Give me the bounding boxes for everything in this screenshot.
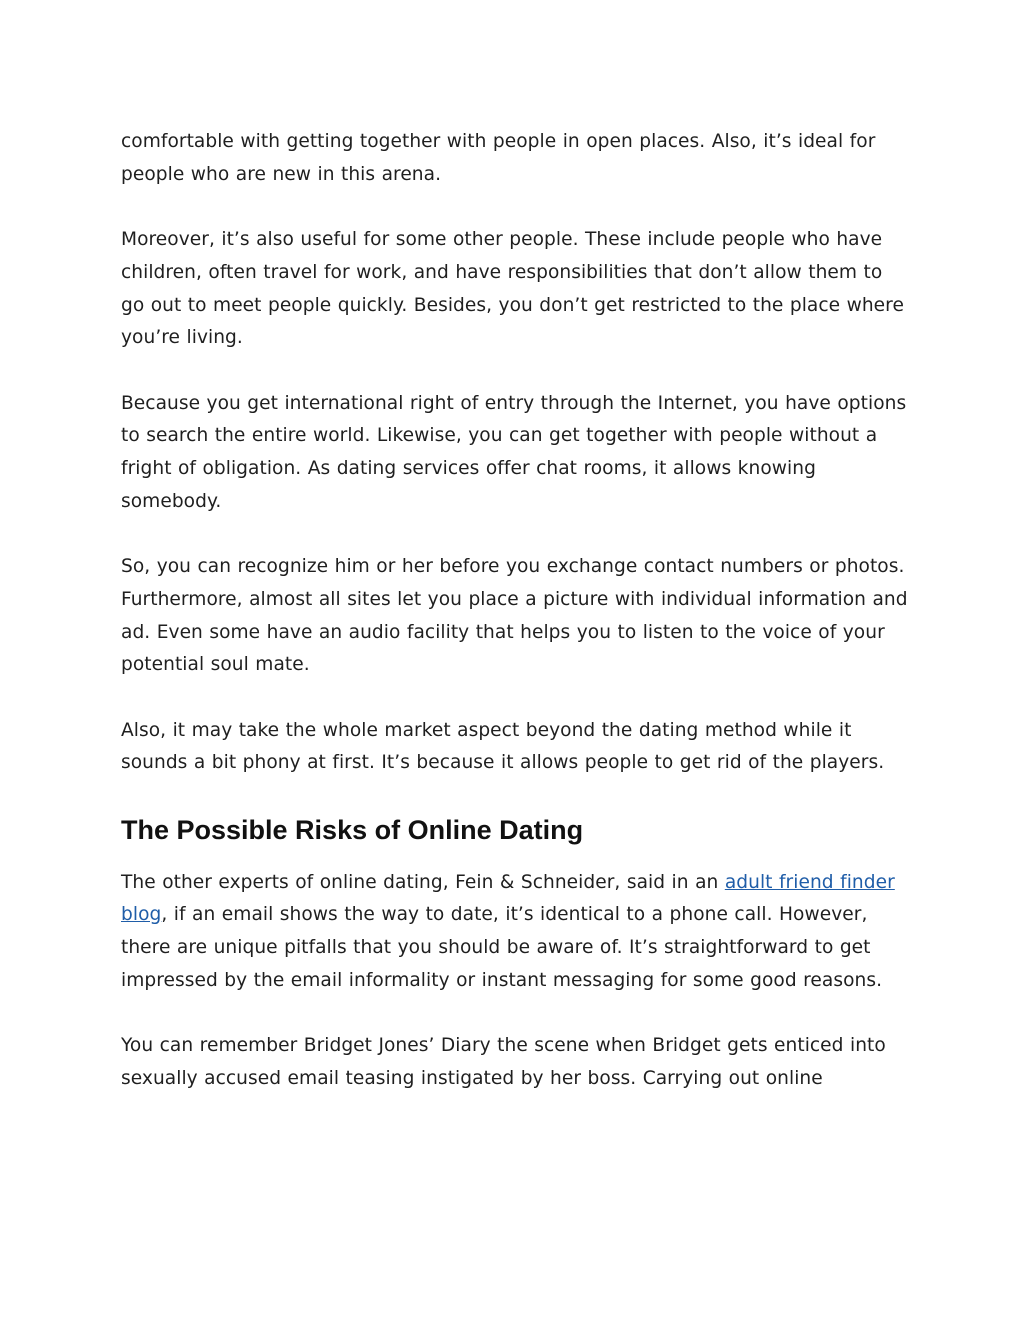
paragraph-recognize-before-exchange: So, you can recognize him or her before you exchange contact numbers or photos. Furthermore, almost all sites let you place a picture with individual information and ad. Even some have an audio facility that helps you to listen to the voice of your potential soul mate. xyxy=(121,556,908,676)
adult-friend-finder-blog-link[interactable]: adult friend finder blog xyxy=(121,871,895,926)
paragraph-open-places: comfortable with getting together with people in open places. Also, it’s ideal for people who are new in this arena. xyxy=(121,131,876,185)
paragraph-international-access: Because you get international right of entry through the Internet, you have options to search the entire world. Likewise, you can get together with people without a fright of obligation. As dating services offer chat rooms, it allows knowing somebody. xyxy=(121,392,907,512)
section-heading: The Possible Risks of Online Dating xyxy=(121,814,584,845)
paragraph-market-aspect: Also, it may take the whole market aspect beyond the dating method while it sounds a bit phony at first. It’s because it allows people to get rid of the players. xyxy=(121,719,885,774)
document-page xyxy=(121,126,911,1096)
paragraph-text-after-link: , if an email shows the way to date, it’s identical to a phone call. However, there are unique pitfalls that you should be aware of. It’s straightforward to get impressed by the email informality or instant messaging for some good reasons. xyxy=(121,904,883,991)
paragraph-bridget-jones: You can remember Bridget Jones’ Diary the scene when Bridget gets enticed into sexually accused email teasing instigated by her boss. Carrying out online xyxy=(121,1035,886,1089)
paragraph-experts-link xyxy=(121,867,911,998)
paragraph-text-before-link: The other experts of online dating, Fein & Schneider, said in an xyxy=(121,871,725,893)
paragraph-other-people: Moreover, it’s also useful for some other people. These include people who have children, often travel for work, and have responsibilities that don’t allow them to go out to meet people quickly. Besides, you don’t get restricted to the place where you’re living. xyxy=(121,229,904,349)
